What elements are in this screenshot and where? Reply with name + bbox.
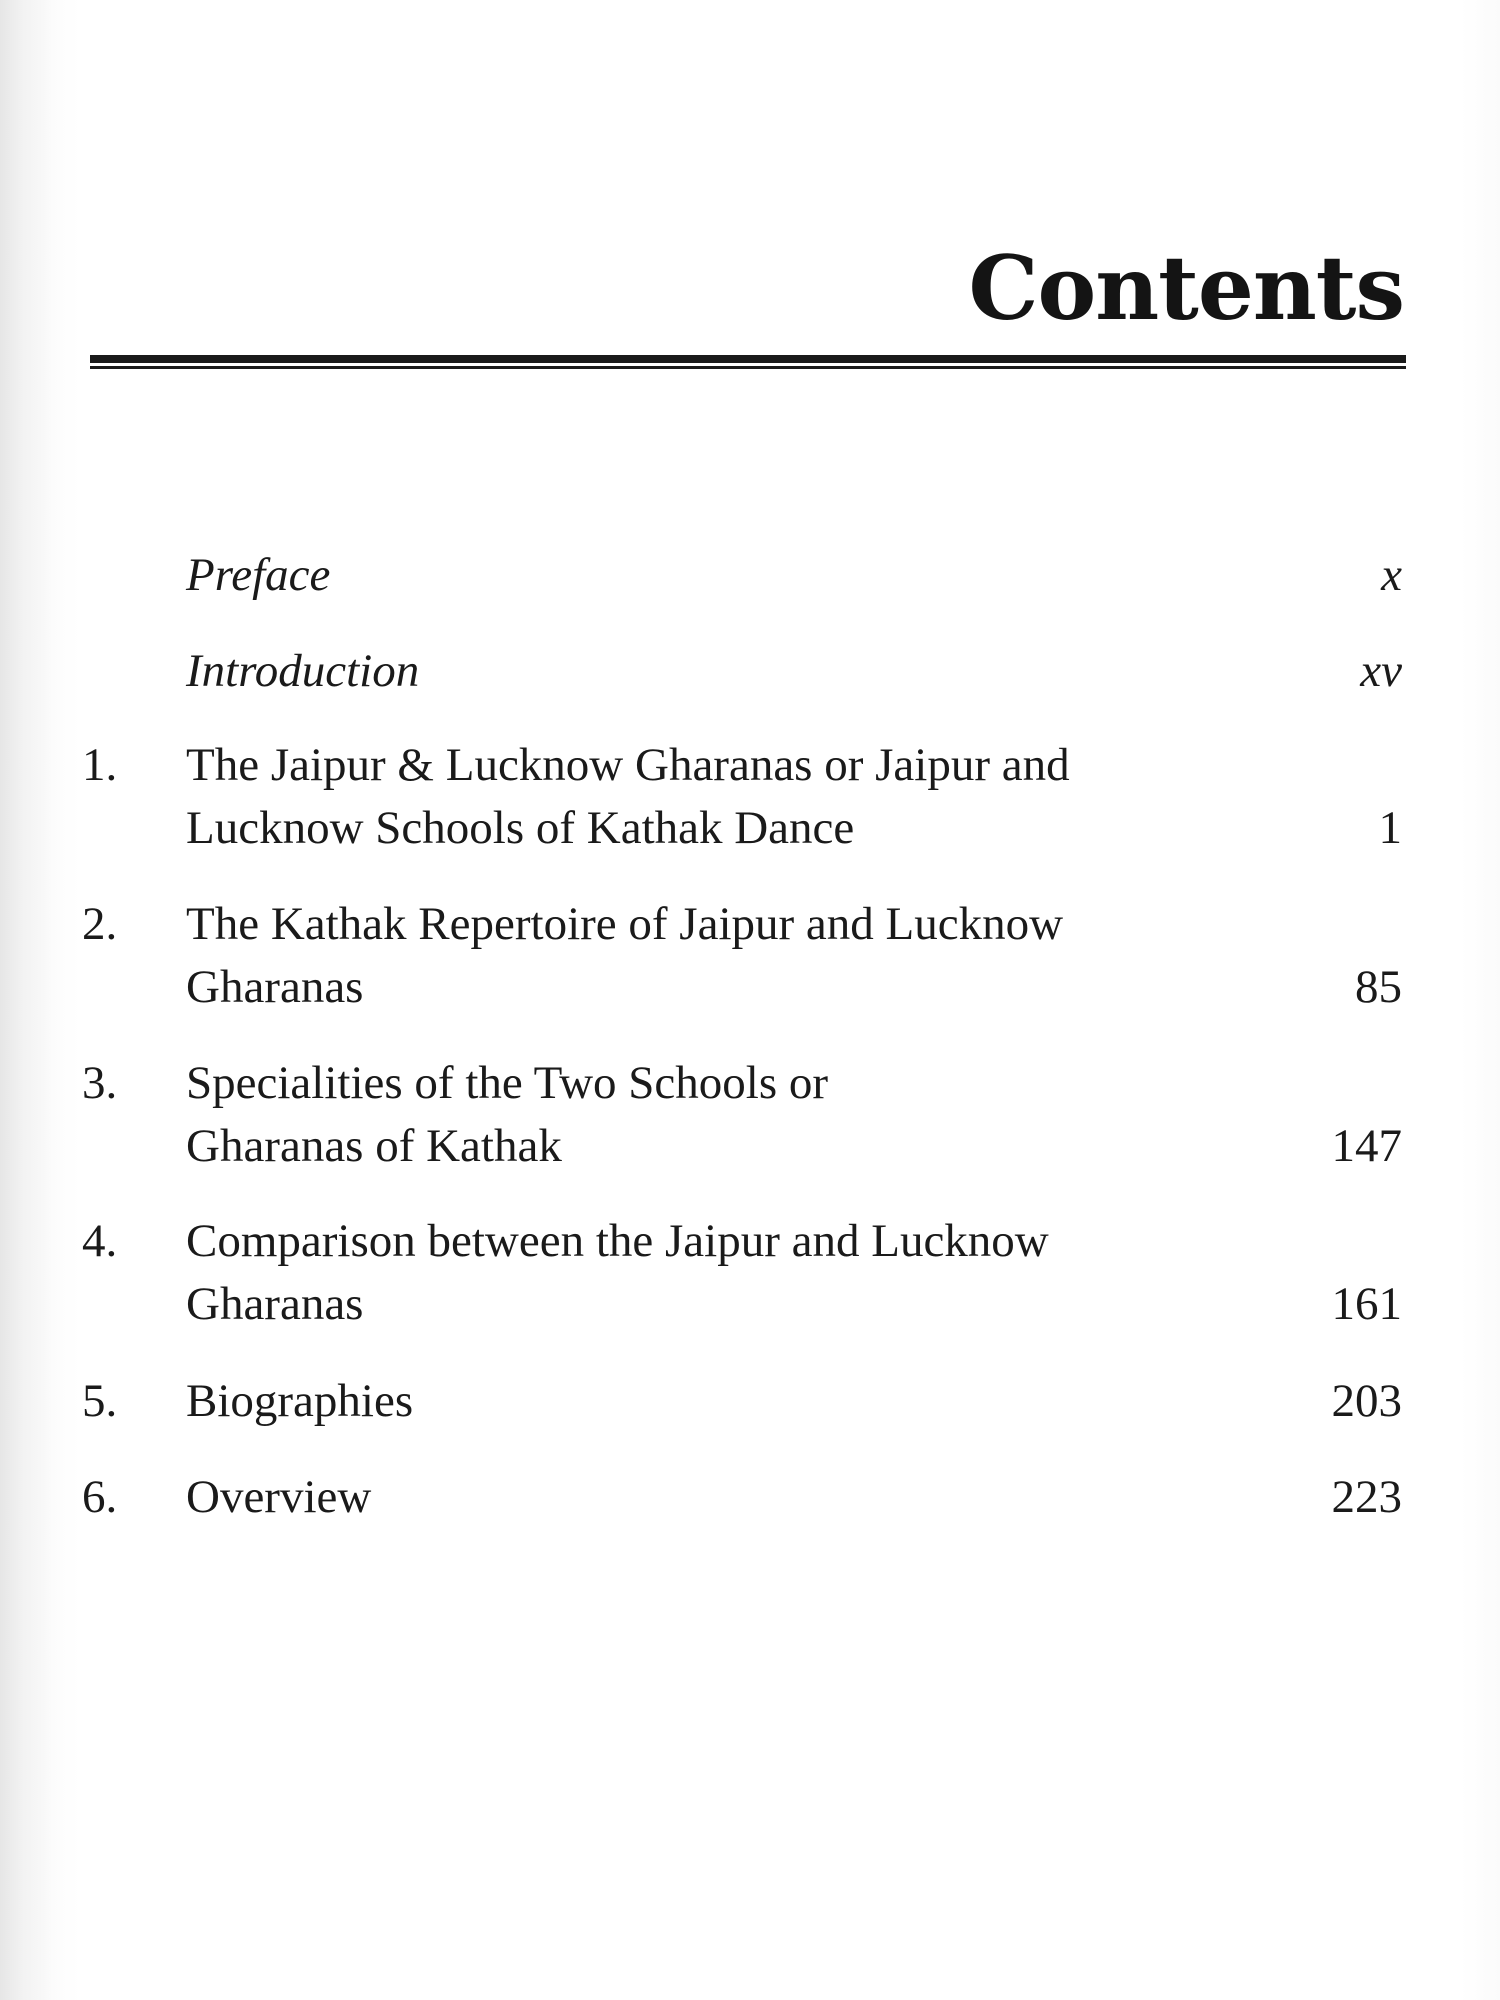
title-rule-thin — [90, 366, 1406, 369]
toc-entry-number: 1. — [82, 739, 118, 791]
toc-entry-title — [186, 734, 1246, 860]
toc-entry-title — [186, 544, 1246, 607]
toc-entry-title-line: Introduction — [186, 645, 420, 697]
toc-entry-number: 5. — [82, 1375, 118, 1427]
toc-entry-title-line: Specialities of the Two Schools or — [186, 1057, 829, 1109]
toc-entry-title-line: Biographies — [186, 1375, 414, 1427]
spine-shadow — [0, 0, 54, 2000]
toc-entry-page: 223 — [1331, 1471, 1402, 1523]
toc-entry-number: 6. — [82, 1471, 118, 1523]
toc-entry-title-line: Overview — [186, 1471, 372, 1523]
toc-entry-page: 1 — [1378, 802, 1402, 854]
toc-entry-title — [186, 1466, 1246, 1529]
toc-entry-title — [186, 1370, 1246, 1433]
toc-entry-title-line: Lucknow Schools of Kathak Dance — [186, 802, 855, 854]
toc-entry-title — [186, 640, 1246, 703]
toc-entry-title-line: Comparison between the Jaipur and Lucknow — [186, 1215, 1049, 1267]
toc-entry-number: 3. — [82, 1057, 118, 1109]
toc-entry-title — [186, 1210, 1246, 1336]
toc-entry-page: 85 — [1355, 961, 1402, 1013]
toc-entry-title — [186, 1052, 1246, 1178]
toc-entry-title-line: The Jaipur & Lucknow Gharanas or Jaipur and — [186, 739, 1070, 791]
toc-entry-page: x — [1381, 549, 1402, 601]
toc-entry-title — [186, 893, 1246, 1019]
toc-entry-page: 147 — [1331, 1120, 1402, 1172]
toc-entry-page: xv — [1360, 645, 1402, 697]
toc-entry-number: 4. — [82, 1215, 118, 1267]
title-rule-thick — [90, 355, 1406, 363]
toc-entry-title-line: Gharanas of Kathak — [186, 1120, 562, 1172]
toc-entry-title-line: Gharanas — [186, 1278, 364, 1330]
page-title: Contents — [968, 236, 1404, 340]
toc-entry-title-line: The Kathak Repertoire of Jaipur and Lucknow — [186, 898, 1064, 950]
toc-entry-page: 161 — [1331, 1278, 1402, 1330]
toc-entry-title-line: Gharanas — [186, 961, 364, 1013]
toc-entry-number: 2. — [82, 898, 118, 950]
toc-entry-title-line: Preface — [186, 549, 331, 601]
toc-entry-page: 203 — [1331, 1375, 1402, 1427]
